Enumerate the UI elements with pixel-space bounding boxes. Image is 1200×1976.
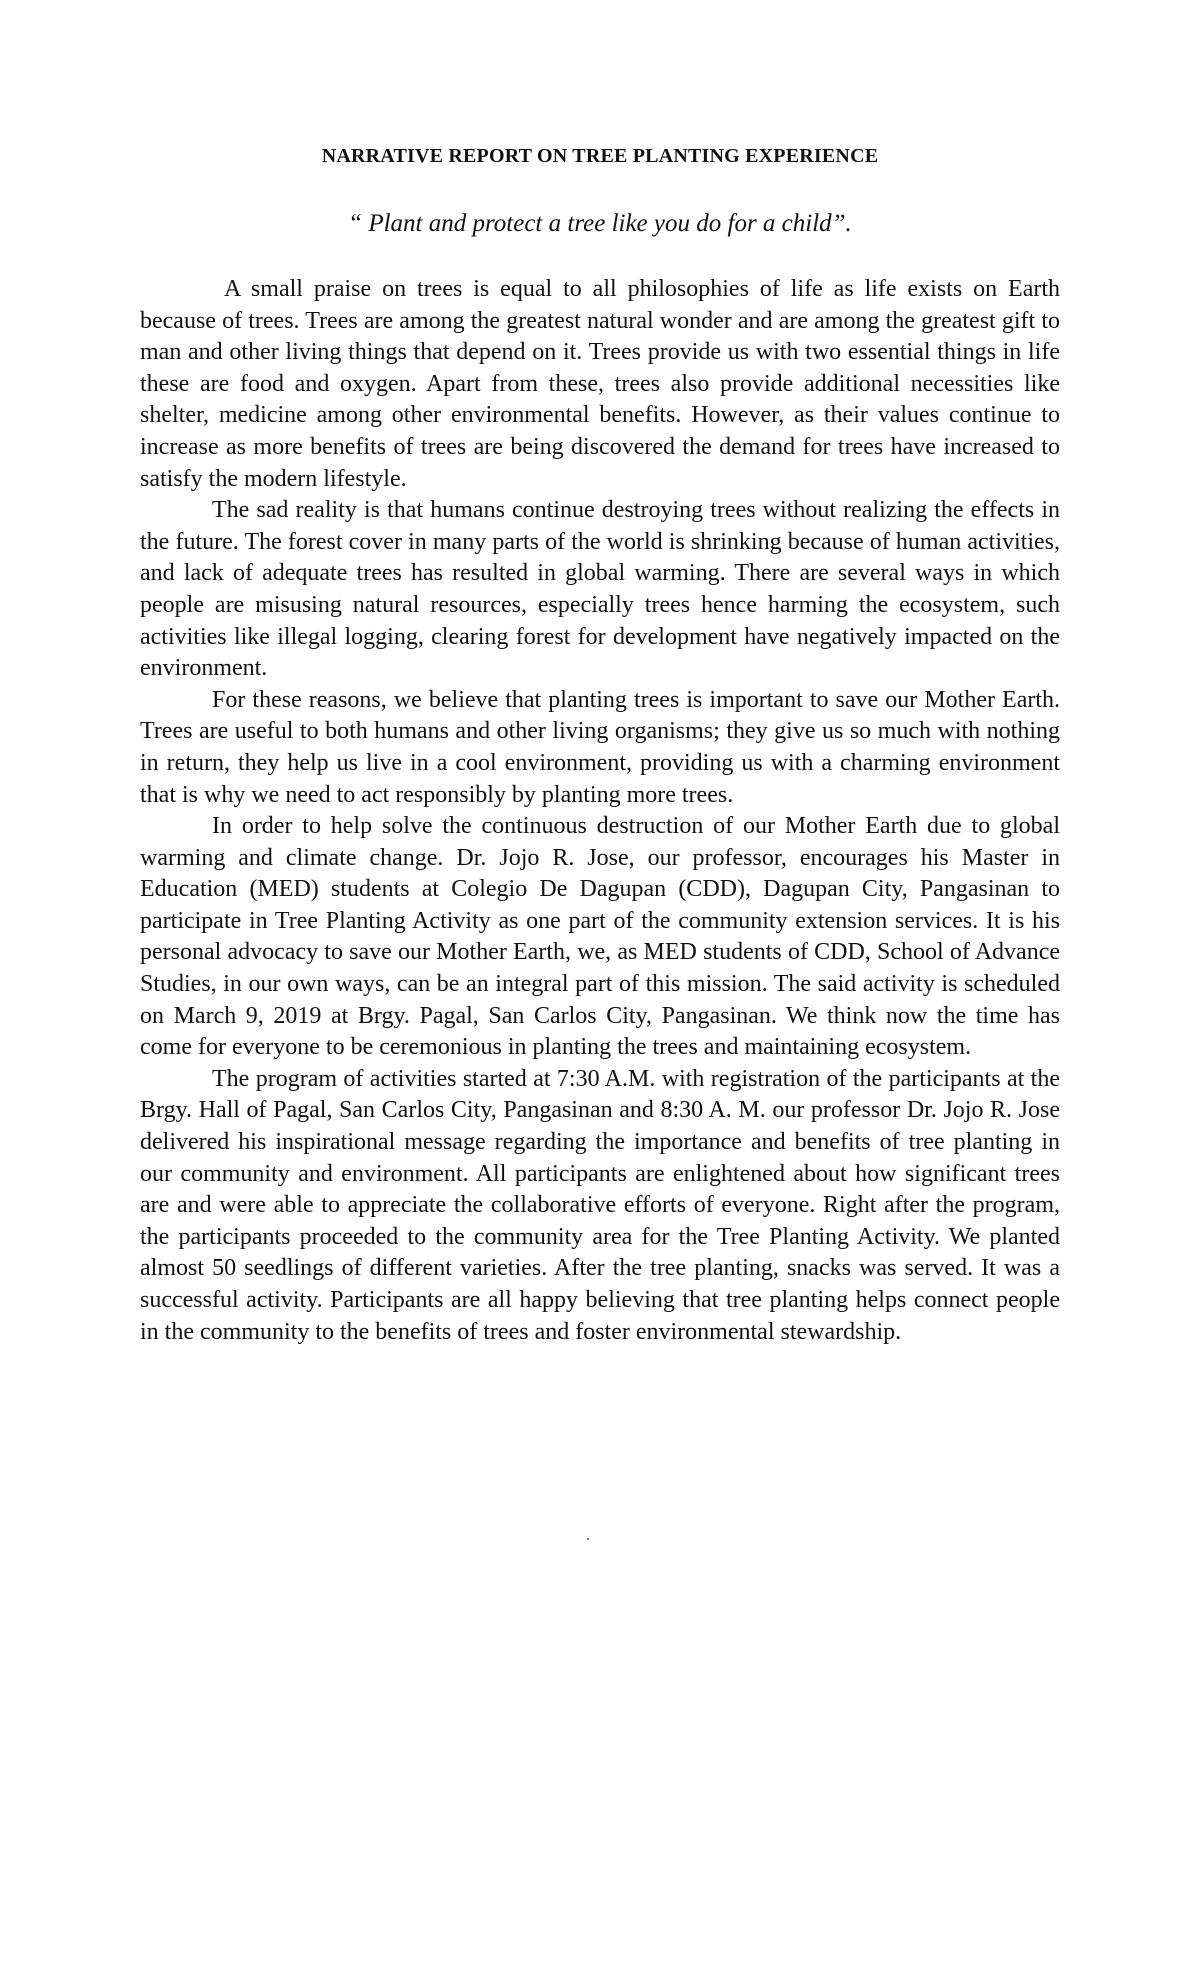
document-title: NARRATIVE REPORT ON TREE PLANTING EXPERIENCE (321, 145, 879, 167)
document-motto: “ Plant and protect a tree like you do for a child”. (348, 210, 852, 237)
trailing-dot (587, 1538, 589, 1540)
paragraph-activity-plan: In order to help solve the continuous destruction of our Mother Earth due to global warming and climate change. Dr. Jojo R. Jose, our professor, encourages his Master in Education (MED) students at Colegio De Dagupan (CDD), Dagupan City, Pangasinan to participate in Tree Planting Activity as one part of the community extension services. It is his personal advocacy to save our Mother Earth, we, as MED students of CDD, School of Advance Studies, in our own ways, can be an integral part of this mission. The said activity is scheduled on March 9, 2019 at Brgy. Pagal, San Carlos City, Pangasinan. We think now the time has come for everyone to be ceremonious in planting the trees and maintaining ecosystem. (140, 813, 1060, 1061)
document-body (140, 274, 1060, 1348)
paragraph-program: The program of activities started at 7:30 A.M. with registration of the participants at the Brgy. Hall of Pagal, San Carlos City, Pangasinan and 8:30 A. M. our professor Dr. Jojo R. Jose delivered his inspirational message regarding the importance and benefits of tree planting in our community and environment. All participants are enlightened about how significant trees are and were able to appreciate the collaborative efforts of everyone. Right after the program, the participants proceeded to the community area for the Tree Planting Activity. We planted almost 50 seedlings of different varieties. After the tree planting, snacks was served. It was a successful activity. Participants are all happy believing that tree planting helps connect people in the community to the benefits of trees and foster environmental stewardship. (140, 1065, 1060, 1345)
document-content (140, 142, 1060, 1348)
paragraph-sad-reality: The sad reality is that humans continue destroying trees without realizing the effects in the future. The forest cover in many parts of the world is shrinking because of human activities, and lack of adequate trees has resulted in global warming. There are several ways in which people are misusing natural resources, especially trees hence harming the ecosystem, such activities like illegal logging, clearing forest for development have negatively impacted on the environment. (140, 497, 1060, 682)
paragraph-reasons: For these reasons, we believe that planting trees is important to save our Mother Earth. Trees are useful to both humans and other living organisms; they give us so much with nothing in return, they help us live in a cool environment, providing us with a charming environment that is why we need to act responsibly by planting more trees. (140, 686, 1060, 808)
paragraph-intro: A small praise on trees is equal to all philosophies of life as life exists on Earth because of trees. Trees are among the greatest natural wonder and are among the greatest gift to man and other living things that depend on it. Trees provide us with two essential things in life these are food and oxygen. Apart from these, trees also provide additional necessities like shelter, medicine among other environmental benefits. However, as their values continue to increase as more benefits of trees are being discovered the demand for trees have increased to satisfy the modern lifestyle. (140, 276, 1060, 492)
